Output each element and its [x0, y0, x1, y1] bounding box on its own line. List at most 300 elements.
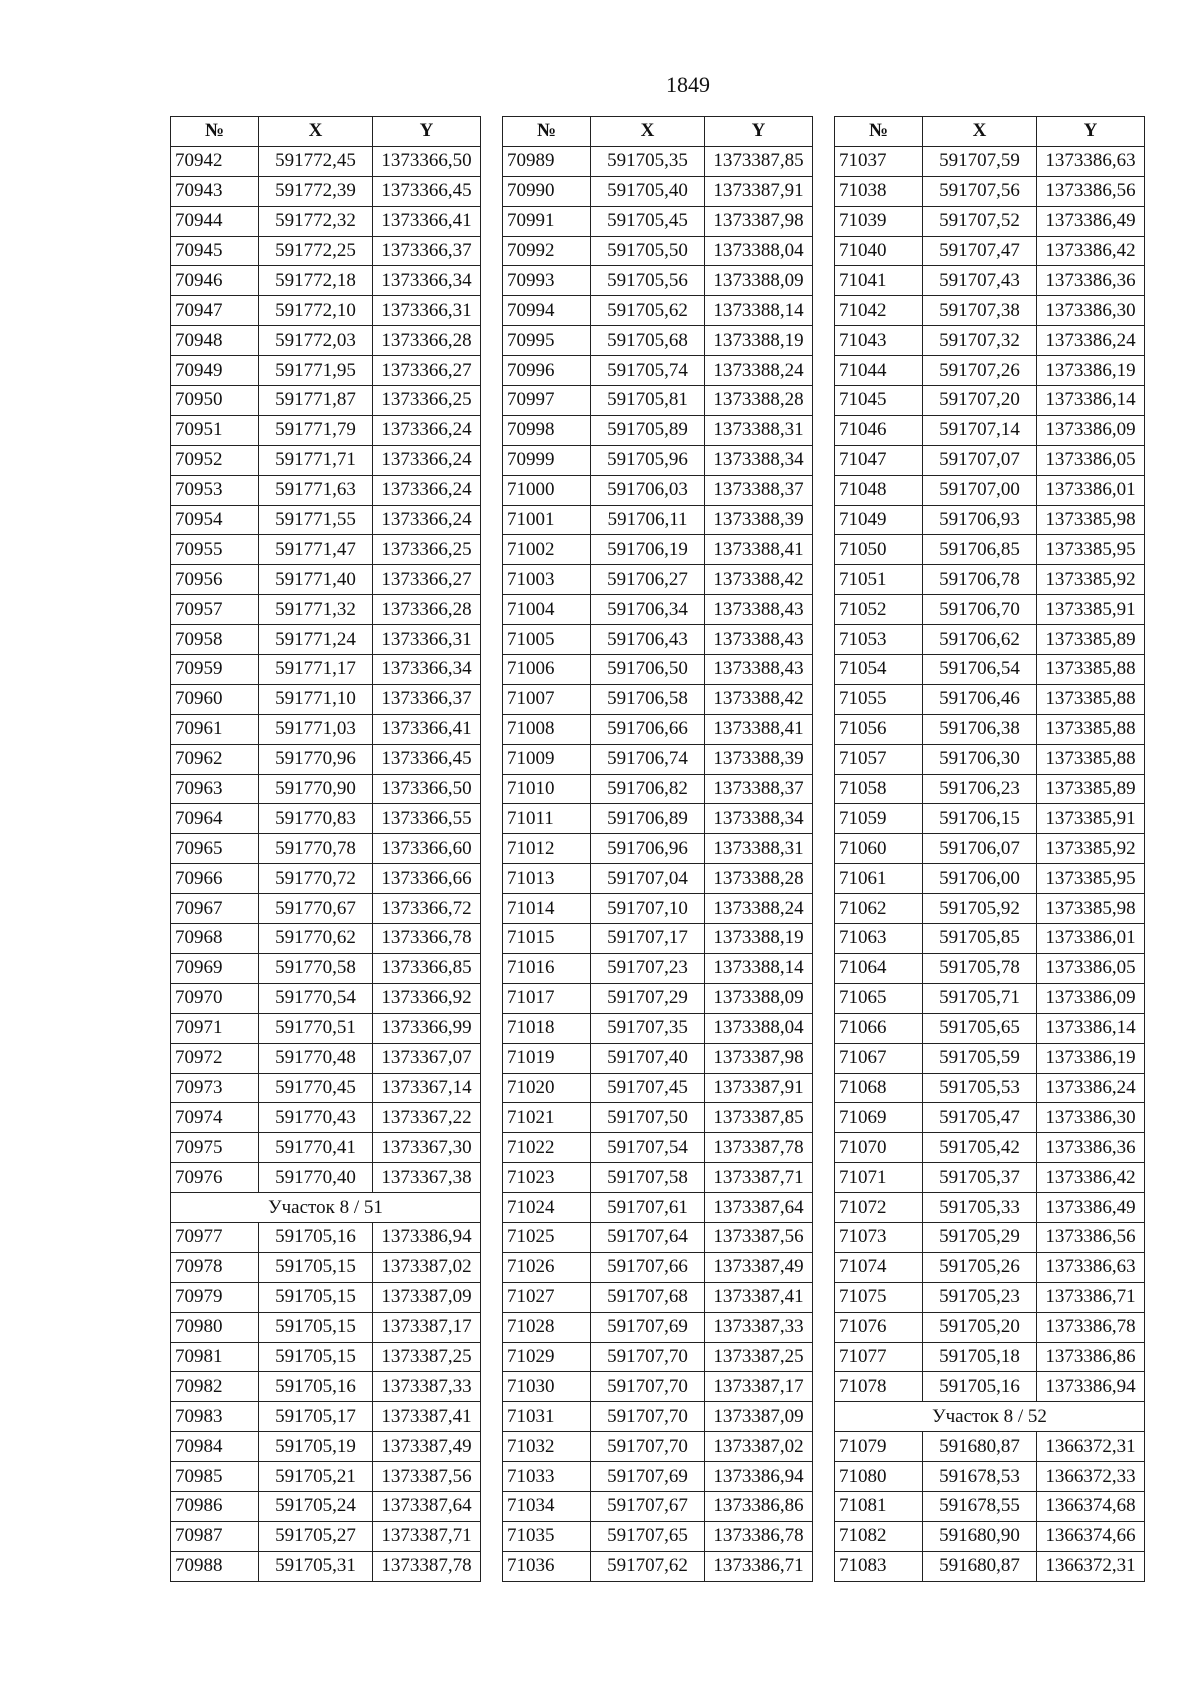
- table-row: [503, 386, 813, 416]
- y-coordinate-cell: 1373387,85: [705, 1103, 813, 1133]
- table-row: [835, 1491, 1145, 1521]
- point-number-cell: 70978: [171, 1252, 259, 1282]
- x-coordinate-cell: 591706,96: [591, 834, 705, 864]
- x-coordinate-cell: 591705,15: [259, 1312, 373, 1342]
- table-row: [503, 744, 813, 774]
- table-row: [835, 1342, 1145, 1372]
- table-header-row: [171, 117, 481, 147]
- x-coordinate-cell: 591707,23: [591, 953, 705, 983]
- table-row: [503, 1282, 813, 1312]
- x-coordinate-cell: 591772,32: [259, 206, 373, 236]
- y-coordinate-cell: 1373387,71: [373, 1521, 481, 1551]
- point-number-cell: 70977: [171, 1222, 259, 1252]
- x-coordinate-cell: 591705,24: [259, 1491, 373, 1521]
- x-coordinate-cell: 591680,87: [923, 1551, 1037, 1581]
- table-row: [171, 1252, 481, 1282]
- point-number-cell: 71054: [835, 655, 923, 685]
- point-number-cell: 70961: [171, 714, 259, 744]
- y-coordinate-cell: 1373385,91: [1037, 804, 1145, 834]
- table-row: [503, 834, 813, 864]
- y-coordinate-cell: 1373387,98: [705, 206, 813, 236]
- y-coordinate-cell: 1373387,02: [373, 1252, 481, 1282]
- point-number-cell: 71007: [503, 684, 591, 714]
- y-coordinate-cell: 1373387,56: [705, 1222, 813, 1252]
- x-coordinate-cell: 591705,53: [923, 1073, 1037, 1103]
- y-coordinate-cell: 1373386,19: [1037, 356, 1145, 386]
- x-coordinate-cell: 591706,23: [923, 774, 1037, 804]
- column-header-x: X: [259, 117, 373, 147]
- point-number-cell: 70969: [171, 953, 259, 983]
- y-coordinate-cell: 1373386,30: [1037, 1103, 1145, 1133]
- point-number-cell: 70976: [171, 1163, 259, 1193]
- x-coordinate-cell: 591706,85: [923, 535, 1037, 565]
- table-row: [503, 146, 813, 176]
- point-number-cell: 70966: [171, 864, 259, 894]
- y-coordinate-cell: 1373388,37: [705, 774, 813, 804]
- y-coordinate-cell: 1373386,14: [1037, 1013, 1145, 1043]
- x-coordinate-cell: 591705,15: [259, 1342, 373, 1372]
- point-number-cell: 71071: [835, 1163, 923, 1193]
- x-coordinate-cell: 591706,07: [923, 834, 1037, 864]
- table-row: [171, 1432, 481, 1462]
- x-coordinate-cell: 591707,40: [591, 1043, 705, 1073]
- table-header-row: [835, 117, 1145, 147]
- y-coordinate-cell: 1373388,41: [705, 714, 813, 744]
- y-coordinate-cell: 1373387,78: [705, 1133, 813, 1163]
- x-coordinate-cell: 591707,70: [591, 1432, 705, 1462]
- column-header-y: Y: [1037, 117, 1145, 147]
- x-coordinate-cell: 591706,03: [591, 475, 705, 505]
- point-number-cell: 70944: [171, 206, 259, 236]
- x-coordinate-cell: 591707,43: [923, 266, 1037, 296]
- table-row: [835, 505, 1145, 535]
- point-number-cell: 71079: [835, 1432, 923, 1462]
- table-row: [171, 1103, 481, 1133]
- x-coordinate-cell: 591771,24: [259, 625, 373, 655]
- x-coordinate-cell: 591770,72: [259, 864, 373, 894]
- table-row: [835, 386, 1145, 416]
- point-number-cell: 71036: [503, 1551, 591, 1581]
- table-row: [835, 1163, 1145, 1193]
- y-coordinate-cell: 1373385,88: [1037, 714, 1145, 744]
- x-coordinate-cell: 591705,45: [591, 206, 705, 236]
- y-coordinate-cell: 1373388,43: [705, 595, 813, 625]
- point-number-cell: 71044: [835, 356, 923, 386]
- point-number-cell: 71040: [835, 236, 923, 266]
- y-coordinate-cell: 1373386,01: [1037, 924, 1145, 954]
- y-coordinate-cell: 1373387,98: [705, 1043, 813, 1073]
- table-row: [171, 445, 481, 475]
- point-number-cell: 70959: [171, 655, 259, 685]
- table-row: [171, 1342, 481, 1372]
- table-row: [171, 296, 481, 326]
- x-coordinate-cell: 591770,96: [259, 744, 373, 774]
- table-row: [503, 206, 813, 236]
- point-number-cell: 70979: [171, 1282, 259, 1312]
- point-number-cell: 70990: [503, 176, 591, 206]
- y-coordinate-cell: 1373386,19: [1037, 1043, 1145, 1073]
- point-number-cell: 70943: [171, 176, 259, 206]
- y-coordinate-cell: 1373386,63: [1037, 1252, 1145, 1282]
- x-coordinate-cell: 591707,58: [591, 1163, 705, 1193]
- x-coordinate-cell: 591707,67: [591, 1491, 705, 1521]
- x-coordinate-cell: 591770,43: [259, 1103, 373, 1133]
- x-coordinate-cell: 591707,52: [923, 206, 1037, 236]
- table-row: [171, 1163, 481, 1193]
- point-number-cell: 71070: [835, 1133, 923, 1163]
- table-row: [503, 505, 813, 535]
- y-coordinate-cell: 1373388,04: [705, 236, 813, 266]
- table-row: [171, 386, 481, 416]
- table-row: [503, 1043, 813, 1073]
- y-coordinate-cell: 1373386,71: [705, 1551, 813, 1581]
- x-coordinate-cell: 591707,59: [923, 146, 1037, 176]
- x-coordinate-cell: 591770,78: [259, 834, 373, 864]
- table-row: [835, 1222, 1145, 1252]
- section-row: [835, 1402, 1145, 1432]
- point-number-cell: 70984: [171, 1432, 259, 1462]
- y-coordinate-cell: 1373387,64: [373, 1491, 481, 1521]
- point-number-cell: 71063: [835, 924, 923, 954]
- point-number-cell: 71045: [835, 386, 923, 416]
- y-coordinate-cell: 1373386,94: [1037, 1372, 1145, 1402]
- table-row: [171, 1073, 481, 1103]
- table-row: [171, 1551, 481, 1581]
- y-coordinate-cell: 1373388,19: [705, 924, 813, 954]
- y-coordinate-cell: 1373385,88: [1037, 655, 1145, 685]
- table-row: [171, 1372, 481, 1402]
- point-number-cell: 71030: [503, 1372, 591, 1402]
- x-coordinate-cell: 591772,39: [259, 176, 373, 206]
- table-row: [503, 894, 813, 924]
- table-row: [503, 1013, 813, 1043]
- y-coordinate-cell: 1373386,94: [705, 1462, 813, 1492]
- x-coordinate-cell: 591771,40: [259, 565, 373, 595]
- x-coordinate-cell: 591707,56: [923, 176, 1037, 206]
- table-row: [503, 924, 813, 954]
- x-coordinate-cell: 591771,63: [259, 475, 373, 505]
- point-number-cell: 71020: [503, 1073, 591, 1103]
- y-coordinate-cell: 1373367,30: [373, 1133, 481, 1163]
- table-row: [171, 894, 481, 924]
- x-coordinate-cell: 591770,48: [259, 1043, 373, 1073]
- x-coordinate-cell: 591707,32: [923, 326, 1037, 356]
- point-number-cell: 71010: [503, 774, 591, 804]
- point-number-cell: 71024: [503, 1193, 591, 1223]
- y-coordinate-cell: 1373366,41: [373, 206, 481, 236]
- table-row: [835, 804, 1145, 834]
- point-number-cell: 70952: [171, 445, 259, 475]
- point-number-cell: 71052: [835, 595, 923, 625]
- point-number-cell: 71064: [835, 953, 923, 983]
- point-number-cell: 71059: [835, 804, 923, 834]
- x-coordinate-cell: 591707,62: [591, 1551, 705, 1581]
- x-coordinate-cell: 591705,17: [259, 1402, 373, 1432]
- x-coordinate-cell: 591772,18: [259, 266, 373, 296]
- point-number-cell: 71016: [503, 953, 591, 983]
- point-number-cell: 70985: [171, 1462, 259, 1492]
- x-coordinate-cell: 591707,70: [591, 1402, 705, 1432]
- y-coordinate-cell: 1373387,41: [373, 1402, 481, 1432]
- point-number-cell: 71015: [503, 924, 591, 954]
- point-number-cell: 71068: [835, 1073, 923, 1103]
- x-coordinate-cell: 591707,17: [591, 924, 705, 954]
- point-number-cell: 71047: [835, 445, 923, 475]
- y-coordinate-cell: 1373366,24: [373, 415, 481, 445]
- x-coordinate-cell: 591770,90: [259, 774, 373, 804]
- y-coordinate-cell: 1373387,71: [705, 1163, 813, 1193]
- y-coordinate-cell: 1373386,86: [1037, 1342, 1145, 1372]
- x-coordinate-cell: 591771,55: [259, 505, 373, 535]
- x-coordinate-cell: 591706,38: [923, 714, 1037, 744]
- table-row: [171, 1043, 481, 1073]
- table-row: [835, 595, 1145, 625]
- y-coordinate-cell: 1373367,38: [373, 1163, 481, 1193]
- y-coordinate-cell: 1373386,01: [1037, 475, 1145, 505]
- x-coordinate-cell: 591706,54: [923, 655, 1037, 685]
- table-row: [835, 625, 1145, 655]
- point-number-cell: 71037: [835, 146, 923, 176]
- y-coordinate-cell: 1366372,33: [1037, 1462, 1145, 1492]
- x-coordinate-cell: 591772,10: [259, 296, 373, 326]
- table-row: [171, 1521, 481, 1551]
- y-coordinate-cell: 1373386,42: [1037, 236, 1145, 266]
- point-number-cell: 70973: [171, 1073, 259, 1103]
- point-number-cell: 71027: [503, 1282, 591, 1312]
- column-header-x: X: [591, 117, 705, 147]
- point-number-cell: 71005: [503, 625, 591, 655]
- y-coordinate-cell: 1373386,71: [1037, 1282, 1145, 1312]
- point-number-cell: 71003: [503, 565, 591, 595]
- table-row: [171, 1462, 481, 1492]
- y-coordinate-cell: 1373366,99: [373, 1013, 481, 1043]
- table-row: [171, 326, 481, 356]
- x-coordinate-cell: 591707,68: [591, 1282, 705, 1312]
- table-row: [835, 1282, 1145, 1312]
- x-coordinate-cell: 591706,11: [591, 505, 705, 535]
- table-row: [503, 445, 813, 475]
- point-number-cell: 70972: [171, 1043, 259, 1073]
- y-coordinate-cell: 1373388,28: [705, 386, 813, 416]
- y-coordinate-cell: 1373366,92: [373, 983, 481, 1013]
- point-number-cell: 70953: [171, 475, 259, 505]
- y-coordinate-cell: 1373388,24: [705, 356, 813, 386]
- point-number-cell: 70964: [171, 804, 259, 834]
- table-row: [171, 953, 481, 983]
- y-coordinate-cell: 1373366,27: [373, 356, 481, 386]
- y-coordinate-cell: 1373366,41: [373, 714, 481, 744]
- point-number-cell: 71065: [835, 983, 923, 1013]
- table-row: [503, 1193, 813, 1223]
- x-coordinate-cell: 591705,31: [259, 1551, 373, 1581]
- y-coordinate-cell: 1373386,56: [1037, 176, 1145, 206]
- point-number-cell: 70963: [171, 774, 259, 804]
- table-row: [835, 714, 1145, 744]
- point-number-cell: 70983: [171, 1402, 259, 1432]
- x-coordinate-cell: 591706,89: [591, 804, 705, 834]
- y-coordinate-cell: 1373385,92: [1037, 834, 1145, 864]
- x-coordinate-cell: 591680,90: [923, 1521, 1037, 1551]
- point-number-cell: 71069: [835, 1103, 923, 1133]
- table-row: [171, 206, 481, 236]
- point-number-cell: 71023: [503, 1163, 591, 1193]
- y-coordinate-cell: 1373387,78: [373, 1551, 481, 1581]
- y-coordinate-cell: 1373388,09: [705, 266, 813, 296]
- table-row: [171, 804, 481, 834]
- table-row: [171, 714, 481, 744]
- table-row: [835, 1372, 1145, 1402]
- point-number-cell: 70992: [503, 236, 591, 266]
- y-coordinate-cell: 1373388,42: [705, 565, 813, 595]
- point-number-cell: 71057: [835, 744, 923, 774]
- table-row: [835, 1013, 1145, 1043]
- y-coordinate-cell: 1373385,89: [1037, 625, 1145, 655]
- table-row: [171, 1013, 481, 1043]
- y-coordinate-cell: 1366374,66: [1037, 1521, 1145, 1551]
- table-row: [503, 1432, 813, 1462]
- table-row: [503, 1133, 813, 1163]
- x-coordinate-cell: 591706,93: [923, 505, 1037, 535]
- point-number-cell: 71000: [503, 475, 591, 505]
- point-number-cell: 71081: [835, 1491, 923, 1521]
- y-coordinate-cell: 1373388,09: [705, 983, 813, 1013]
- point-number-cell: 70965: [171, 834, 259, 864]
- y-coordinate-cell: 1373386,63: [1037, 146, 1145, 176]
- x-coordinate-cell: 591771,17: [259, 655, 373, 685]
- x-coordinate-cell: 591705,26: [923, 1252, 1037, 1282]
- point-number-cell: 70995: [503, 326, 591, 356]
- y-coordinate-cell: 1373366,72: [373, 894, 481, 924]
- y-coordinate-cell: 1373366,85: [373, 953, 481, 983]
- y-coordinate-cell: 1373387,64: [705, 1193, 813, 1223]
- table-row: [835, 894, 1145, 924]
- y-coordinate-cell: 1373387,33: [705, 1312, 813, 1342]
- table-row: [503, 236, 813, 266]
- table-row: [503, 655, 813, 685]
- y-coordinate-cell: 1373388,34: [705, 445, 813, 475]
- x-coordinate-cell: 591706,50: [591, 655, 705, 685]
- y-coordinate-cell: 1373386,09: [1037, 415, 1145, 445]
- point-number-cell: 71072: [835, 1193, 923, 1223]
- y-coordinate-cell: 1373366,45: [373, 744, 481, 774]
- y-coordinate-cell: 1373385,91: [1037, 595, 1145, 625]
- table-row: [171, 236, 481, 266]
- point-number-cell: 70946: [171, 266, 259, 296]
- point-number-cell: 71028: [503, 1312, 591, 1342]
- point-number-cell: 71048: [835, 475, 923, 505]
- table-row: [503, 804, 813, 834]
- x-coordinate-cell: 591770,45: [259, 1073, 373, 1103]
- y-coordinate-cell: 1373367,14: [373, 1073, 481, 1103]
- table-row: [503, 953, 813, 983]
- point-number-cell: 71043: [835, 326, 923, 356]
- point-number-cell: 71041: [835, 266, 923, 296]
- table-row: [835, 684, 1145, 714]
- x-coordinate-cell: 591705,56: [591, 266, 705, 296]
- x-coordinate-cell: 591705,23: [923, 1282, 1037, 1312]
- point-number-cell: 71062: [835, 894, 923, 924]
- column-header-y: Y: [705, 117, 813, 147]
- y-coordinate-cell: 1373366,28: [373, 326, 481, 356]
- point-number-cell: 71033: [503, 1462, 591, 1492]
- y-coordinate-cell: 1373386,24: [1037, 1073, 1145, 1103]
- x-coordinate-cell: 591705,74: [591, 356, 705, 386]
- column-header-x: X: [923, 117, 1037, 147]
- table-row: [503, 625, 813, 655]
- x-coordinate-cell: 591707,00: [923, 475, 1037, 505]
- x-coordinate-cell: 591678,53: [923, 1462, 1037, 1492]
- point-number-cell: 70967: [171, 894, 259, 924]
- y-coordinate-cell: 1373388,39: [705, 744, 813, 774]
- point-number-cell: 70980: [171, 1312, 259, 1342]
- y-coordinate-cell: 1373388,28: [705, 864, 813, 894]
- table-row: [835, 1043, 1145, 1073]
- x-coordinate-cell: 591705,16: [923, 1372, 1037, 1402]
- point-number-cell: 70998: [503, 415, 591, 445]
- x-coordinate-cell: 591705,29: [923, 1222, 1037, 1252]
- point-number-cell: 70958: [171, 625, 259, 655]
- table-row: [171, 535, 481, 565]
- y-coordinate-cell: 1373387,17: [705, 1372, 813, 1402]
- y-coordinate-cell: 1373388,37: [705, 475, 813, 505]
- y-coordinate-cell: 1373388,14: [705, 296, 813, 326]
- x-coordinate-cell: 591771,71: [259, 445, 373, 475]
- table-header-row: [503, 117, 813, 147]
- point-number-cell: 71013: [503, 864, 591, 894]
- x-coordinate-cell: 591772,25: [259, 236, 373, 266]
- y-coordinate-cell: 1373387,02: [705, 1432, 813, 1462]
- y-coordinate-cell: 1373366,25: [373, 535, 481, 565]
- point-number-cell: 71061: [835, 864, 923, 894]
- x-coordinate-cell: 591707,20: [923, 386, 1037, 416]
- point-number-cell: 71078: [835, 1372, 923, 1402]
- point-number-cell: 71067: [835, 1043, 923, 1073]
- x-coordinate-cell: 591772,45: [259, 146, 373, 176]
- y-coordinate-cell: 1373388,43: [705, 655, 813, 685]
- x-coordinate-cell: 591705,16: [259, 1372, 373, 1402]
- point-number-cell: 71031: [503, 1402, 591, 1432]
- point-number-cell: 70960: [171, 684, 259, 714]
- x-coordinate-cell: 591705,71: [923, 983, 1037, 1013]
- y-coordinate-cell: 1373387,85: [705, 146, 813, 176]
- y-coordinate-cell: 1373386,78: [1037, 1312, 1145, 1342]
- x-coordinate-cell: 591771,47: [259, 535, 373, 565]
- x-coordinate-cell: 591678,55: [923, 1491, 1037, 1521]
- x-coordinate-cell: 591705,19: [259, 1432, 373, 1462]
- y-coordinate-cell: 1373366,37: [373, 684, 481, 714]
- table-row: [171, 1282, 481, 1312]
- table-row: [171, 266, 481, 296]
- y-coordinate-cell: 1373366,66: [373, 864, 481, 894]
- y-coordinate-cell: 1373385,98: [1037, 894, 1145, 924]
- point-number-cell: 71055: [835, 684, 923, 714]
- y-coordinate-cell: 1373366,31: [373, 625, 481, 655]
- point-number-cell: 71029: [503, 1342, 591, 1372]
- x-coordinate-cell: 591771,79: [259, 415, 373, 445]
- table-row: [835, 1551, 1145, 1581]
- table-row: [171, 864, 481, 894]
- y-coordinate-cell: 1373388,39: [705, 505, 813, 535]
- x-coordinate-cell: 591770,40: [259, 1163, 373, 1193]
- coordinates-table-3: [834, 116, 1145, 1582]
- y-coordinate-cell: 1373386,36: [1037, 266, 1145, 296]
- point-number-cell: 71046: [835, 415, 923, 445]
- column-header-number: №: [835, 117, 923, 147]
- point-number-cell: 71019: [503, 1043, 591, 1073]
- table-row: [503, 1103, 813, 1133]
- point-number-cell: 70962: [171, 744, 259, 774]
- y-coordinate-cell: 1373366,78: [373, 924, 481, 954]
